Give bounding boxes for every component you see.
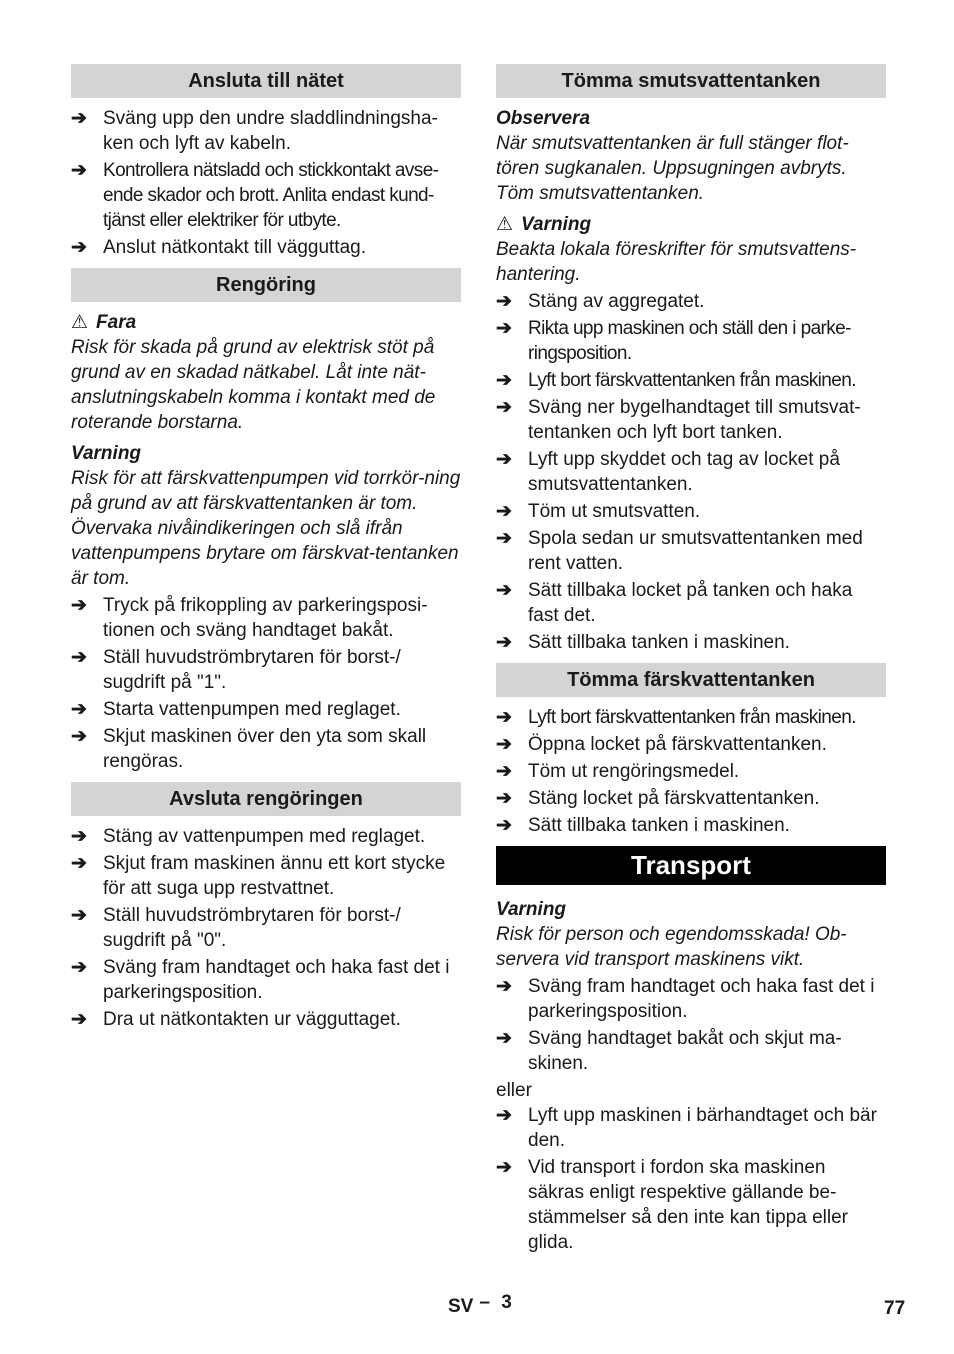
list-item-text: Stäng av aggregatet. [528, 291, 705, 312]
list-item [496, 395, 886, 445]
list-item-text: Lyft upp maskinen i bärhandtaget och bär den. [528, 1105, 877, 1151]
right-arrow-icon: ➔ [496, 501, 512, 522]
section-heading: Tömma färskvattentanken [496, 663, 886, 697]
list-item-text: Sväng upp den undre sladdlindningsha-ken och lyft av kabeln. [103, 108, 438, 154]
list-item-text: Lyft bort färskvattentanken från maskinen. [528, 707, 856, 728]
right-arrow-icon: ➔ [496, 734, 512, 755]
list-item [496, 526, 886, 576]
list-item [71, 955, 461, 1005]
list-item-text: Skjut maskinen över den yta som skall rengöras. [103, 726, 427, 772]
list-item-text: Lyft bort färskvattentanken från maskinen. [528, 370, 856, 391]
right-arrow-icon: ➔ [71, 647, 87, 668]
section-heading: Ansluta till nätet [71, 64, 461, 98]
list-item [496, 813, 886, 838]
list-item [71, 645, 461, 695]
list-item [496, 1103, 886, 1153]
list-item-text: Ställ huvudströmbrytaren för borst-/ sugdrift på "1". [103, 647, 401, 693]
list-item [496, 974, 886, 1024]
list-item-text: Sätt tillbaka locket på tanken och haka fast det. [528, 580, 853, 626]
list-item [71, 593, 461, 643]
right-arrow-icon: ➔ [71, 699, 87, 720]
list-item-text: Lyft upp skyddet och tag av locket på smutsvattentanken. [528, 449, 840, 495]
right-arrow-icon: ➔ [71, 957, 87, 978]
warning-title: Varning [496, 899, 567, 920]
list-item [496, 578, 886, 628]
list-item [496, 289, 886, 314]
list-item-text: Tryck på frikoppling av parkeringsposi-tionen och sväng handtaget bakåt. [103, 595, 428, 641]
note-title: Observera [496, 108, 591, 129]
warning-text: Risk för att färskvattenpumpen vid torrkör-ning på grund av att färskvattentanken är tom. Övervaka nivåindikeringen och slå ifrån vattenpumpens brytare om färskvat-tentanken är tom. [71, 468, 461, 589]
right-arrow-icon: ➔ [496, 580, 512, 601]
warning-title: ⚠ Varning [496, 214, 592, 235]
warning-text: Risk för person och egendomsskada! Ob-servera vid transport maskinens vikt. [496, 924, 847, 970]
right-arrow-icon: ➔ [496, 291, 512, 312]
warning-text: Beakta lokala föreskrifter för smutsvattens-hantering. [496, 239, 857, 285]
right-arrow-icon: ➔ [496, 318, 512, 339]
list-item [496, 732, 886, 757]
list-item [496, 499, 886, 524]
left-column [71, 64, 461, 1034]
list-item [496, 759, 886, 784]
list-item-text: Dra ut nätkontakten ur vägguttaget. [103, 1009, 401, 1030]
list-item [71, 158, 461, 233]
list-item [71, 851, 461, 901]
right-arrow-icon: ➔ [496, 788, 512, 809]
right-arrow-icon: ➔ [496, 449, 512, 470]
warning-triangle-icon: ⚠ [71, 312, 89, 333]
right-arrow-icon: ➔ [496, 1028, 512, 1049]
list-item-text: Starta vattenpumpen med reglaget. [103, 699, 401, 720]
section-heading: Rengöring [71, 268, 461, 302]
list-item [496, 1026, 886, 1076]
warning-triangle-icon: ⚠ [496, 214, 514, 235]
right-arrow-icon: ➔ [71, 237, 87, 258]
right-arrow-icon: ➔ [496, 815, 512, 836]
list-item [496, 705, 886, 730]
list-item-text: Stäng locket på färskvattentanken. [528, 788, 820, 809]
list-item-text: Rikta upp maskinen och ställ den i parke-ringsposition. [528, 318, 851, 364]
list-item-text: Sväng ner bygelhandtaget till smutsvat-tentanken och lyft bort tanken. [528, 397, 861, 443]
list-item-text: Skjut fram maskinen ännu ett kort stycke för att suga upp restvattnet. [103, 853, 446, 899]
page-number: 77 [884, 1298, 906, 1319]
list-item-text: Stäng av vattenpumpen med reglaget. [103, 826, 426, 847]
right-arrow-icon: ➔ [496, 632, 512, 653]
list-item [496, 630, 886, 655]
or-text: eller [496, 1080, 532, 1101]
list-item [71, 697, 461, 722]
right-arrow-icon: ➔ [71, 726, 87, 747]
chapter-heading: Transport [496, 846, 886, 885]
right-arrow-icon: ➔ [71, 595, 87, 616]
list-item-text: Sväng handtaget bakåt och skjut ma-skinen. [528, 1028, 842, 1074]
section-heading: Tömma smutsvattentanken [496, 64, 886, 98]
right-arrow-icon: ➔ [496, 397, 512, 418]
right-arrow-icon: ➔ [496, 1105, 512, 1126]
right-arrow-icon: ➔ [71, 853, 87, 874]
list-item [71, 106, 461, 156]
list-item-text: Anslut nätkontakt till vägguttag. [103, 237, 366, 258]
right-arrow-icon: ➔ [71, 160, 87, 181]
list-item-text: Töm ut smutsvatten. [528, 501, 701, 522]
note-text: När smutsvattentanken är full stänger flot-tören sugkanalen. Uppsugningen avbryts. Töm smutsvattentanken. [496, 133, 849, 204]
right-arrow-icon: ➔ [71, 1009, 87, 1030]
list-item [71, 235, 461, 260]
right-arrow-icon: ➔ [496, 976, 512, 997]
list-item-text: Öppna locket på färskvattentanken. [528, 734, 827, 755]
right-arrow-icon: ➔ [496, 761, 512, 782]
list-item-text: Kontrollera nätsladd och stickkontakt avse-ende skador och brott. Anlita endast kund-tjänst eller elektriker för utbyte. [103, 160, 439, 231]
list-item-text: Ställ huvudströmbrytaren för borst-/ sugdrift på "0". [103, 905, 401, 951]
list-item-text: Vid transport i fordon ska maskinen säkras enligt respektive gällande be-stämmelser så den inte kan tippa eller glida. [528, 1157, 848, 1253]
right-arrow-icon: ➔ [496, 370, 512, 391]
list-item [71, 824, 461, 849]
right-arrow-icon: ➔ [496, 707, 512, 728]
right-arrow-icon: ➔ [496, 528, 512, 549]
right-arrow-icon: ➔ [71, 905, 87, 926]
list-item-text: Sätt tillbaka tanken i maskinen. [528, 632, 790, 653]
right-arrow-icon: ➔ [496, 1157, 512, 1178]
list-item-text: Spola sedan ur smutsvattentanken med rent vatten. [528, 528, 863, 574]
list-item-text: Sväng fram handtaget och haka fast det i parkeringsposition. [103, 957, 450, 1003]
list-item-text: Sätt tillbaka tanken i maskinen. [528, 815, 790, 836]
list-item [496, 1155, 886, 1255]
list-item [496, 786, 886, 811]
right-arrow-icon: ➔ [71, 108, 87, 129]
list-item-text: Sväng fram handtaget och haka fast det i parkeringsposition. [528, 976, 875, 1022]
warning-title: Varning [71, 443, 142, 464]
list-item [496, 368, 886, 393]
right-column [496, 64, 886, 1257]
list-item [71, 1007, 461, 1032]
list-item [496, 316, 886, 366]
danger-title: ⚠ Fara [71, 312, 137, 333]
language-code: SV [448, 1296, 474, 1317]
list-item [496, 447, 886, 497]
right-arrow-icon: ➔ [71, 826, 87, 847]
footer-dash: – [479, 1292, 490, 1313]
list-item-text: Töm ut rengöringsmedel. [528, 761, 740, 782]
danger-text: Risk för skada på grund av elektrisk stöt på grund av en skadad nätkabel. Låt inte nät-anslutningskabeln komma i kontakt med de roterande borstarna. [71, 337, 436, 433]
list-item [71, 724, 461, 774]
section-heading: Avsluta rengöringen [71, 782, 461, 816]
section-page-number: 3 [501, 1292, 512, 1313]
list-item [71, 903, 461, 953]
footer-section-label [448, 1292, 512, 1318]
